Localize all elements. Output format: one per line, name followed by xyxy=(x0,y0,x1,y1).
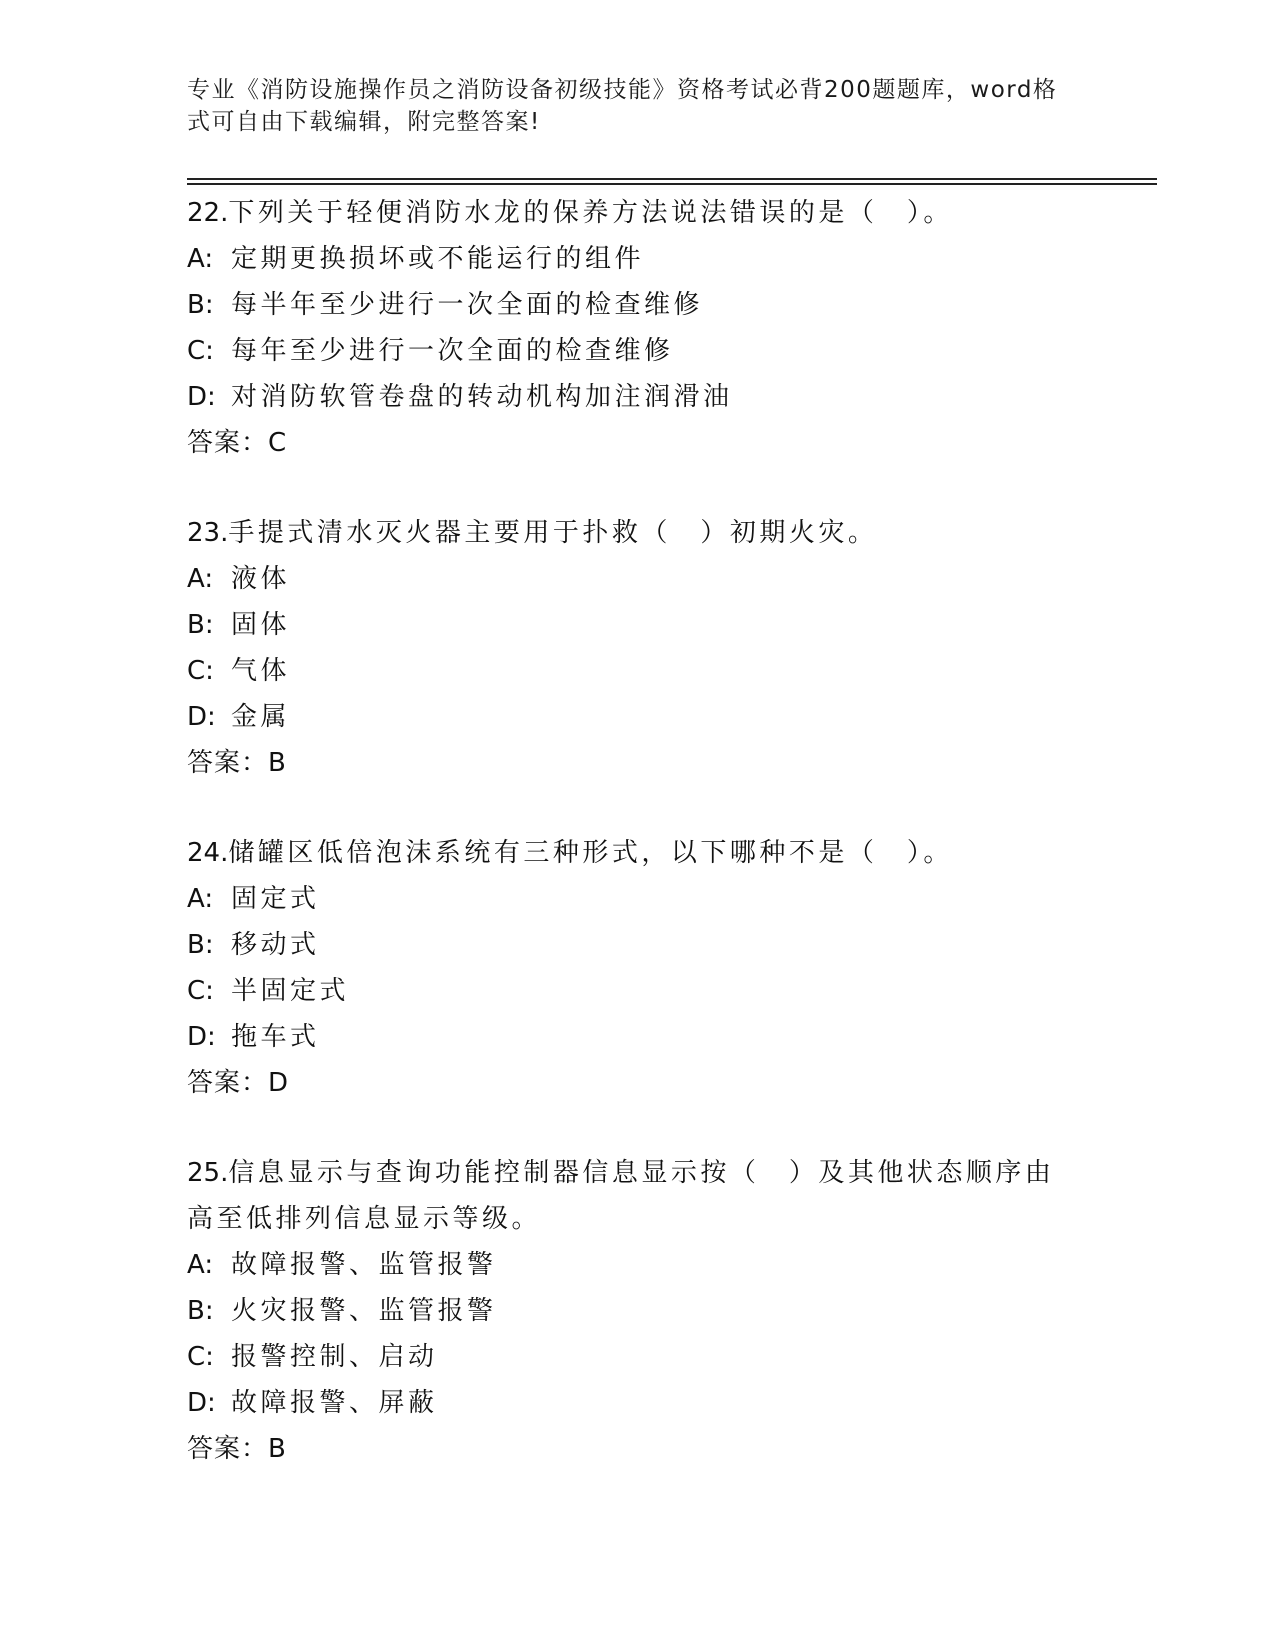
question-number: 25. xyxy=(187,1158,229,1188)
option-text: 每年至少进行一次全面的检查维修 xyxy=(231,336,674,366)
answer-line xyxy=(187,740,1087,786)
question-23 xyxy=(187,510,1087,786)
option-text: 火灾报警、监管报警 xyxy=(231,1296,497,1326)
option-letter: A: xyxy=(187,884,214,914)
option-letter: D: xyxy=(187,1388,216,1418)
option-text: 报警控制、启动 xyxy=(231,1342,438,1372)
question-24 xyxy=(187,830,1087,1106)
option-a xyxy=(187,1242,1087,1288)
option-b xyxy=(187,922,1087,968)
option-text: 对消防软管卷盘的转动机构加注润滑油 xyxy=(231,382,733,412)
question-text xyxy=(187,1150,1077,1242)
question-22 xyxy=(187,190,1087,466)
answer-line xyxy=(187,1426,1087,1472)
option-letter: C: xyxy=(187,976,214,1006)
option-a xyxy=(187,876,1087,922)
option-letter: D: xyxy=(187,702,216,732)
answer-line xyxy=(187,420,1087,466)
option-letter: A: xyxy=(187,1250,214,1280)
answer-label: 答案： xyxy=(187,428,269,458)
question-text xyxy=(187,190,1087,236)
answer-value: D xyxy=(268,1068,289,1098)
question-number: 23. xyxy=(187,518,229,548)
question-list xyxy=(187,190,1087,1516)
option-letter: C: xyxy=(187,1342,214,1372)
question-number: 24. xyxy=(187,838,229,868)
option-text: 故障报警、屏蔽 xyxy=(231,1388,438,1418)
question-stem: 储罐区低倍泡沫系统有三种形式，以下哪种不是（ ）。 xyxy=(228,838,953,868)
option-letter: B: xyxy=(187,930,214,960)
option-text: 移动式 xyxy=(231,930,320,960)
option-text: 液体 xyxy=(231,564,291,594)
question-number: 22. xyxy=(187,198,229,228)
question-text xyxy=(187,510,1087,556)
option-letter: D: xyxy=(187,1022,216,1052)
answer-line xyxy=(187,1060,1087,1106)
option-d xyxy=(187,374,1087,420)
option-a xyxy=(187,556,1087,602)
option-letter: B: xyxy=(187,290,214,320)
option-letter: A: xyxy=(187,564,214,594)
option-a xyxy=(187,236,1087,282)
option-text: 定期更换损坏或不能运行的组件 xyxy=(231,244,645,274)
option-text: 每半年至少进行一次全面的检查维修 xyxy=(231,290,704,320)
answer-value: C xyxy=(268,428,287,458)
header-divider-top xyxy=(187,178,1157,180)
option-text: 金属 xyxy=(231,702,291,732)
option-letter: C: xyxy=(187,656,214,686)
question-stem: 手提式清水灭火器主要用于扑救（ ）初期火灾。 xyxy=(228,518,878,548)
option-c xyxy=(187,648,1087,694)
option-text: 半固定式 xyxy=(231,976,350,1006)
option-b xyxy=(187,1288,1087,1334)
header-divider-bottom xyxy=(187,183,1157,185)
question-25 xyxy=(187,1150,1087,1472)
question-stem: 信息显示与查询功能控制器信息显示按（ ）及其他状态顺序由高至低排列信息显示等级。 xyxy=(187,1158,1055,1234)
option-letter: B: xyxy=(187,1296,214,1326)
answer-value: B xyxy=(268,1434,286,1464)
option-d xyxy=(187,1380,1087,1426)
answer-label: 答案： xyxy=(187,1434,269,1464)
option-text: 固定式 xyxy=(231,884,320,914)
option-letter: D: xyxy=(187,382,216,412)
option-d xyxy=(187,694,1087,740)
option-text: 故障报警、监管报警 xyxy=(231,1250,497,1280)
option-b xyxy=(187,282,1087,328)
option-text: 固体 xyxy=(231,610,291,640)
option-text: 拖车式 xyxy=(231,1022,320,1052)
document-header: 专业《消防设施操作员之消防设备初级技能》资格考试必背200题题库，word格式可自由下载编辑，附完整答案! xyxy=(187,77,1058,135)
option-c xyxy=(187,968,1087,1014)
option-b xyxy=(187,602,1087,648)
question-text xyxy=(187,830,1087,876)
answer-value: B xyxy=(268,748,286,778)
option-d xyxy=(187,1014,1087,1060)
option-c xyxy=(187,328,1087,374)
question-stem: 下列关于轻便消防水龙的保养方法说法错误的是（ ）。 xyxy=(228,198,953,228)
answer-label: 答案： xyxy=(187,748,269,778)
option-letter: A: xyxy=(187,244,214,274)
option-text: 气体 xyxy=(231,656,291,686)
answer-label: 答案： xyxy=(187,1068,269,1098)
option-letter: C: xyxy=(187,336,214,366)
option-c xyxy=(187,1334,1087,1380)
option-letter: B: xyxy=(187,610,214,640)
